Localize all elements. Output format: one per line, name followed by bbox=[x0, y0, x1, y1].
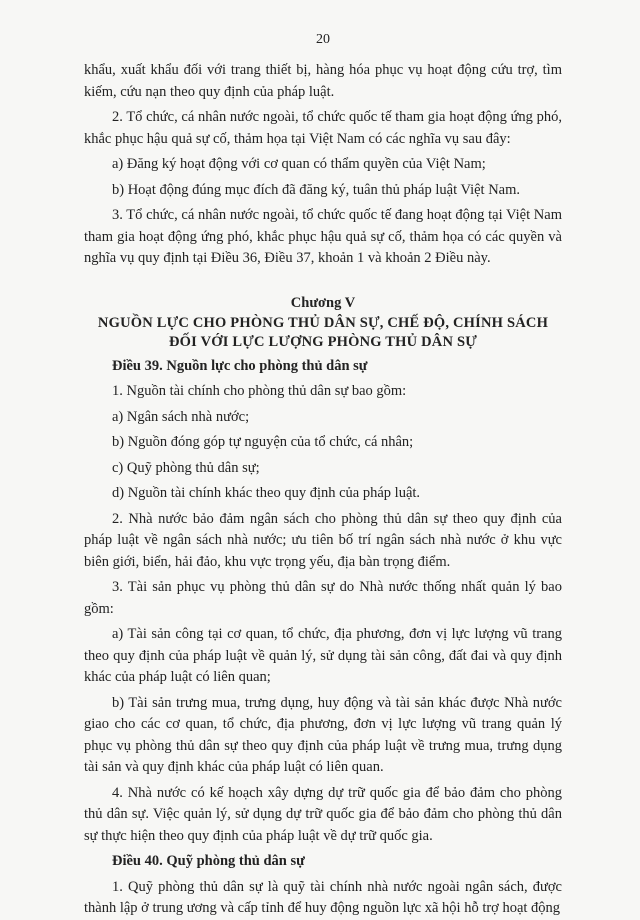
paragraph: 1. Nguồn tài chính cho phòng thủ dân sự bao gồm: bbox=[112, 383, 407, 399]
paragraph: a) Đăng ký hoạt động với cơ quan có thẩm quyền của Việt Nam; bbox=[112, 156, 486, 172]
paragraph: khẩu, xuất khẩu đối với trang thiết bị, hàng hóa phục vụ hoạt động cứu trợ, tìm kiếm, cứu nạn theo quy định của pháp luật. bbox=[84, 62, 562, 100]
paragraph: c) Quỹ phòng thủ dân sự; bbox=[112, 459, 260, 476]
paragraph: 1. Quỹ phòng thủ dân sự là quỹ tài chính nhà nước ngoài ngân sách, được thành lập ở trung ương và cấp tỉnh để huy động nguồn lực xã hội hỗ trợ hoạt động bbox=[84, 878, 562, 916]
paragraph: b) Hoạt động đúng mục đích đã đăng ký, tuân thủ pháp luật Việt Nam. bbox=[112, 181, 521, 198]
paragraph: d) Nguồn tài chính khác theo quy định của pháp luật. bbox=[112, 485, 421, 501]
paragraph: a) Tài sản công tại cơ quan, tổ chức, địa phương, đơn vị lực lượng vũ trang theo quy định của pháp luật về quản lý, sử dụng tài sản công, đất đai và quy định khác của pháp luật có liên quan; bbox=[84, 626, 562, 685]
paragraph: b) Nguồn đóng góp tự nguyện của tổ chức, cá nhân; bbox=[112, 434, 414, 450]
article-39-heading: Điều 39. Nguồn lực cho phòng thủ dân sự bbox=[112, 357, 368, 374]
paragraph: 2. Nhà nước bảo đảm ngân sách cho phòng thủ dân sự theo quy định của pháp luật về ngân sách nhà nước; ưu tiên bố trí ngân sách nhà nước ở khu vực biên giới, biển, hải đảo, khu vực trọng yếu, địa bàn trọng điểm. bbox=[84, 510, 562, 570]
page-number: 20 bbox=[316, 32, 330, 47]
paragraph: 3. Tài sản phục vụ phòng thủ dân sự do Nhà nước thống nhất quản lý bao gồm: bbox=[84, 579, 562, 617]
chapter-label: Chương V bbox=[290, 294, 356, 311]
chapter-title-line1: NGUỒN LỰC CHO PHÒNG THỦ DÂN SỰ, CHẾ ĐỘ, CHÍNH SÁCH bbox=[97, 314, 549, 331]
paragraph: b) Tài sản trưng mua, trưng dụng, huy động và tài sản khác được Nhà nước giao cho các cơ quan, tổ chức, địa phương, đơn vị lực lượng vũ trang quản lý phục vụ phòng thủ dân sự theo quy định của pháp luật về trưng mua, trưng dụng tài sản và quy định khác của pháp luật có liên quan. bbox=[84, 694, 562, 775]
chapter-title-line2: ĐỐI VỚI LỰC LƯỢNG PHÒNG THỦ DÂN SỰ bbox=[169, 333, 477, 350]
article-40-heading: Điều 40. Quỹ phòng thủ dân sự bbox=[112, 853, 305, 869]
paragraph: 2. Tổ chức, cá nhân nước ngoài, tổ chức quốc tế tham gia hoạt động ứng phó, khắc phục hậu quả sự cố, thảm họa tại Việt Nam có các nghĩa vụ sau đây: bbox=[84, 109, 562, 147]
paragraph: 3. Tổ chức, cá nhân nước ngoài, tổ chức quốc tế đang hoạt động tại Việt Nam tham gia hoạt động ứng phó, khắc phục hậu quả sự cố, thảm họa có các quyền và nghĩa vụ quy định tại Điều 36, Điều 37, khoản 1 và khoản 2 Điều này. bbox=[84, 207, 562, 266]
paragraph: 4. Nhà nước có kế hoạch xây dựng dự trữ quốc gia để bảo đảm cho phòng thủ dân sự. Việc quản lý, sử dụng dự trữ quốc gia để bảo đảm cho phòng thủ dân sự thực hiện theo quy định của pháp luật về dự trữ quốc gia. bbox=[84, 784, 562, 844]
paragraph: a) Ngân sách nhà nước; bbox=[112, 408, 250, 425]
